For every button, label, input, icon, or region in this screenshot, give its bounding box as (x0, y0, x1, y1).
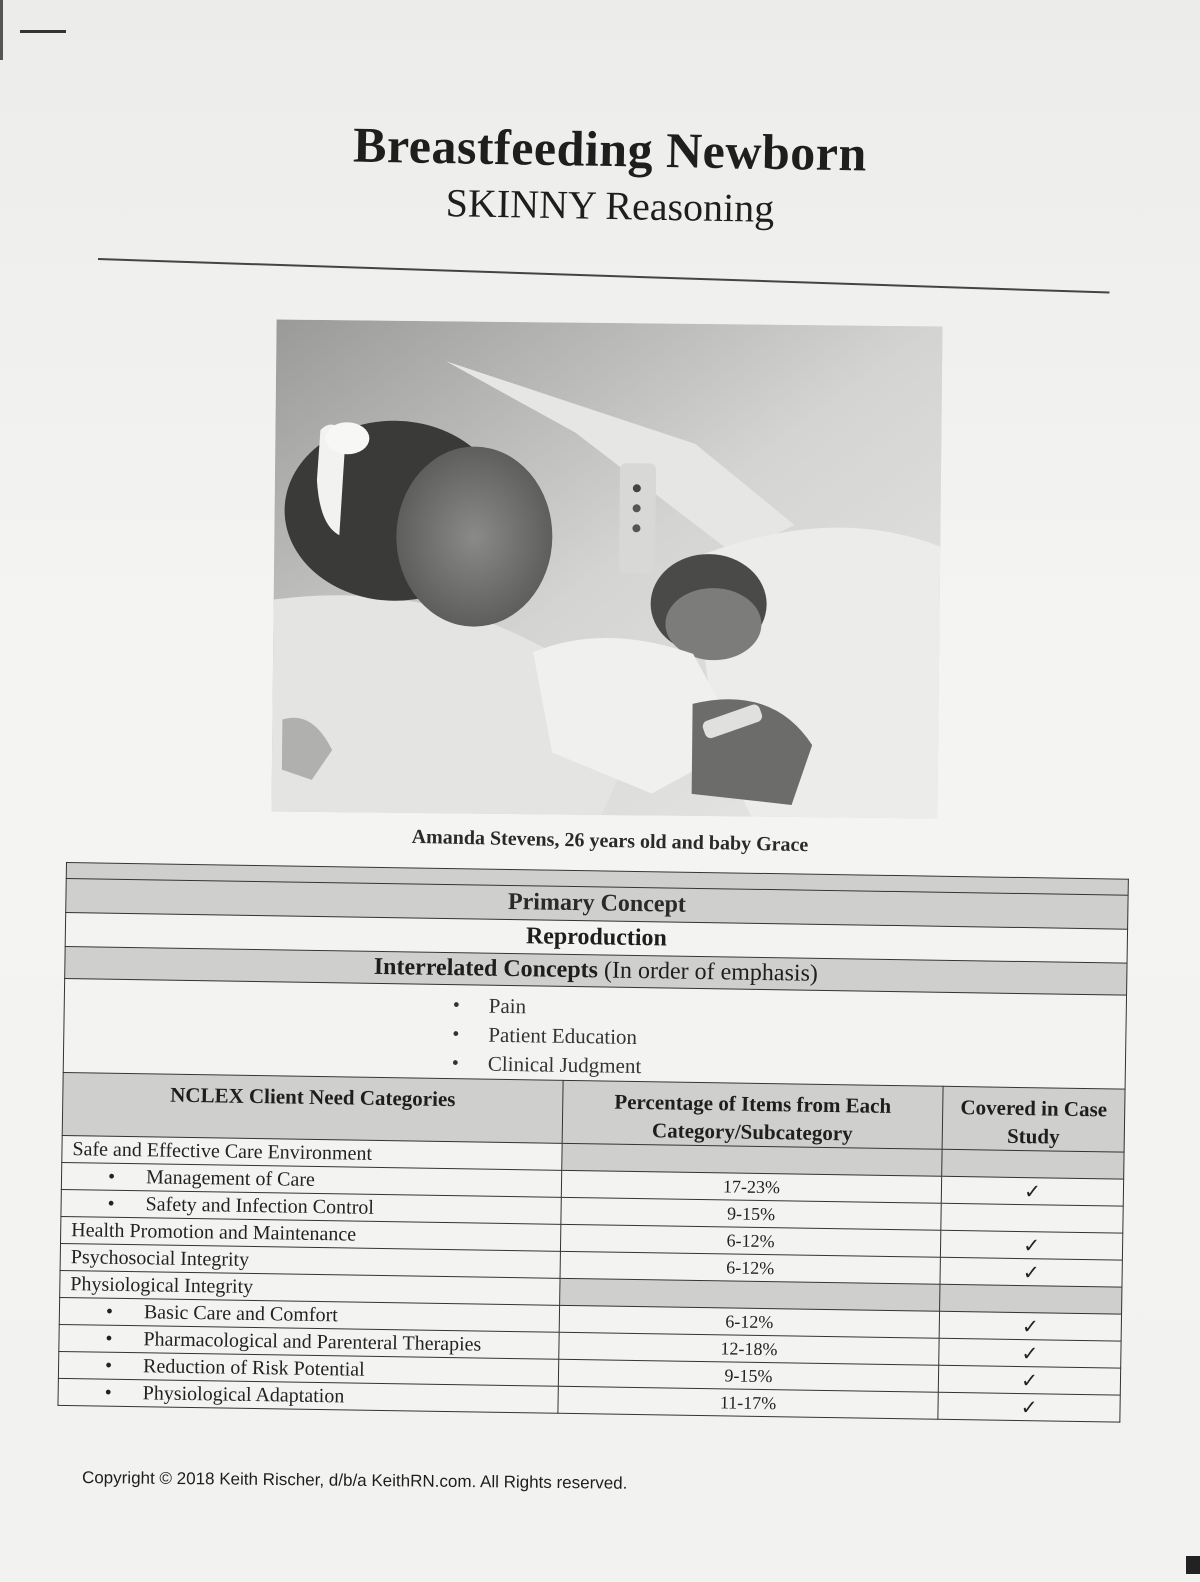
category-text: Reduction of Risk Potential (142, 1354, 365, 1381)
category-text: Safety and Infection Control (145, 1192, 375, 1219)
bullet-icon: • (105, 1300, 114, 1323)
category-text: Physiological Adaptation (142, 1381, 345, 1407)
primary-concept-label: Primary Concept (66, 879, 1128, 930)
scan-mark-bottom (1186, 1556, 1200, 1574)
checkmark-icon: ✓ (941, 1176, 1123, 1206)
bullet-icon: • (107, 1192, 115, 1215)
bullet-icon: • (107, 1165, 116, 1188)
percentage-cell: 9-15% (561, 1197, 941, 1230)
percentage-cell: 9-15% (558, 1359, 938, 1392)
col-header-category: NCLEX Client Need Categories (62, 1072, 563, 1143)
percentage-cell: 6-12% (560, 1224, 940, 1257)
checkmark-icon: ✓ (939, 1338, 1121, 1368)
category-text: Health Promotion and Maintenance (71, 1218, 357, 1246)
scan-edge (0, 0, 3, 60)
checkmark-icon: ✓ (940, 1257, 1122, 1287)
percentage-cell: 6-12% (559, 1305, 939, 1338)
covered-cell (940, 1284, 1122, 1314)
checkmark-icon: ✓ (939, 1311, 1121, 1341)
col-header-covered: Covered in Case Study (942, 1086, 1125, 1152)
category-text: Basic Care and Comfort (143, 1300, 338, 1326)
interrelated-concepts-list-cell (63, 978, 1126, 1089)
concepts-table (57, 862, 1128, 1423)
interrelated-label: Interrelated Concepts (373, 953, 599, 984)
covered-cell (941, 1203, 1123, 1233)
checkmark-icon: ✓ (938, 1392, 1120, 1422)
title-block (0, 116, 1200, 231)
patient-photo (271, 320, 942, 819)
percentage-cell: 6-12% (560, 1251, 940, 1284)
percentage-cell: 17-23% (561, 1170, 941, 1203)
copyright-notice: Copyright © 2018 Keith Rischer, d/b/a KeithRN.com. All Rights reserved. (81, 1468, 628, 1493)
list-item: • Pain (453, 991, 1126, 1031)
primary-concept-value: Reproduction (65, 913, 1127, 964)
nclex-rows (58, 1135, 1124, 1422)
list-item: • Clinical Judgment (452, 1049, 1125, 1089)
category-text: Physiological Integrity (70, 1272, 254, 1298)
category-text: Safe and Effective Care Environment (72, 1137, 373, 1165)
covered-cell (942, 1149, 1124, 1179)
photo-caption: Amanda Stevens, 26 years old and baby Grace (411, 825, 809, 857)
bullet-icon: • (105, 1327, 113, 1350)
col-header-percentage: Percentage of Items from Each Category/Subcategory (562, 1080, 943, 1149)
title-divider (98, 258, 1110, 294)
list-item: • Patient Education (452, 1020, 1125, 1060)
page-subtitle: SKINNY Reasoning (445, 180, 775, 231)
concepts-table-wrap (57, 862, 1134, 1437)
page-title: Breastfeeding Newborn (352, 116, 868, 182)
percentage-cell: 12-18% (559, 1332, 939, 1365)
category-text: Psychosocial Integrity (70, 1245, 250, 1271)
interrelated-concepts-list (64, 979, 1126, 1089)
checkmark-icon: ✓ (940, 1230, 1122, 1260)
interrelated-note: (In order of emphasis) (603, 957, 819, 987)
bullet-icon: • (104, 1381, 112, 1404)
scan-mark (20, 30, 66, 33)
percentage-cell: 11-17% (558, 1386, 938, 1419)
category-text: Management of Care (145, 1165, 316, 1191)
checkmark-icon: ✓ (938, 1365, 1120, 1395)
category-text: Pharmacological and Parenteral Therapies (143, 1327, 482, 1356)
bullet-icon: • (104, 1354, 113, 1377)
